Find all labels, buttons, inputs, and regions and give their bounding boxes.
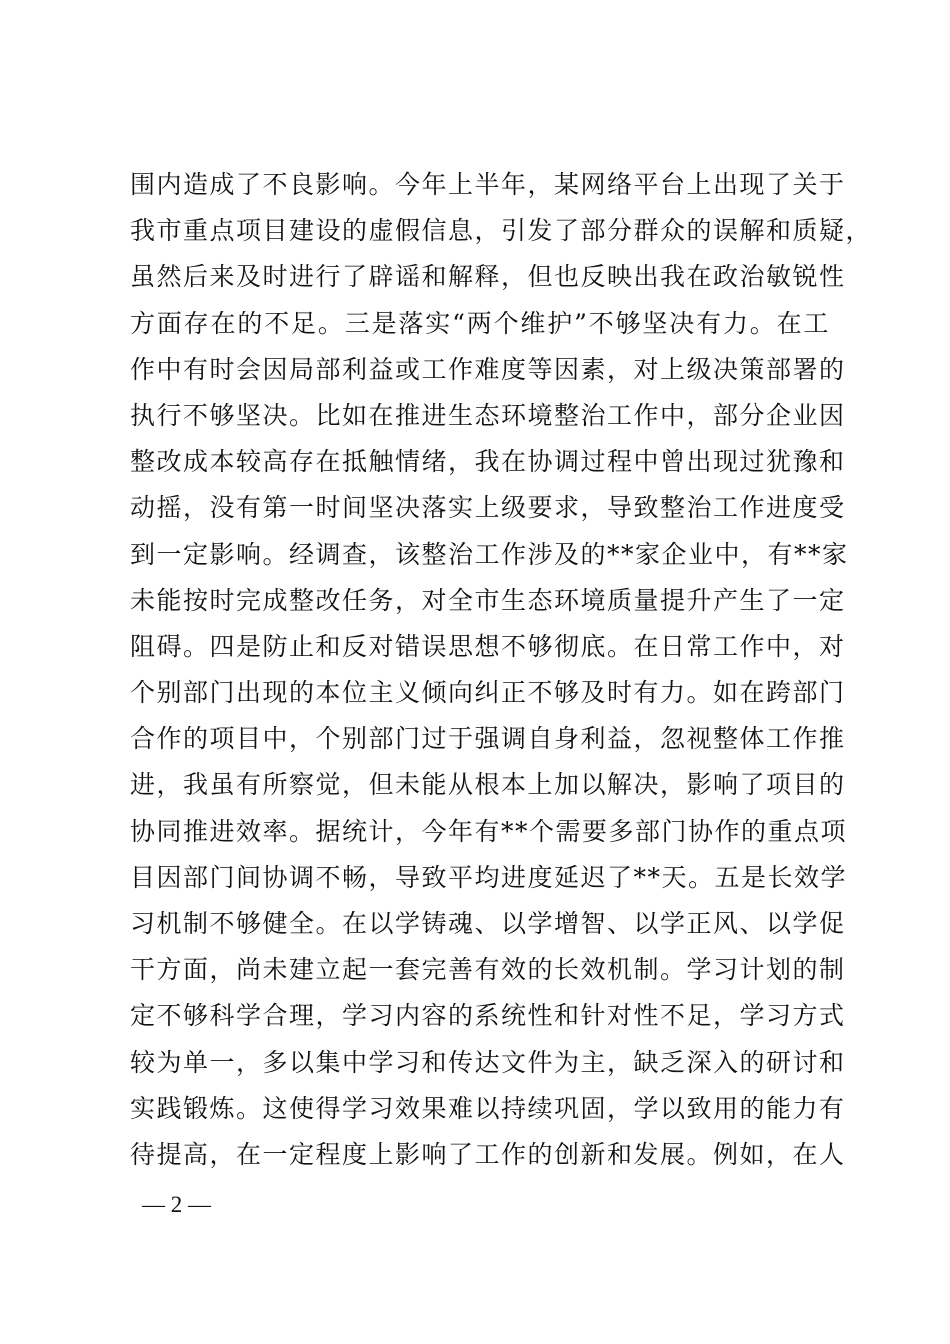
- text-line: 定不够科学合理，学习内容的系统性和针对性不足，学习方式: [130, 1001, 846, 1031]
- text-line: 进，我虽有所察觉，但未能从根本上加以解决，影响了项目的: [130, 770, 846, 800]
- text-line: 到一定影响。经调查，该整治工作涉及的**家企业中，有**家: [130, 539, 849, 569]
- text-line: 目因部门间协调不畅，导致平均进度延迟了**天。五是长效学: [130, 862, 848, 892]
- text-line: 我市重点项目建设的虚假信息，引发了部分群众的误解和质疑，: [130, 216, 873, 246]
- text-line: 个别部门出现的本位主义倾向纠正不够及时有力。如在跨部门: [130, 678, 846, 708]
- text-line: 较为单一，多以集中学习和传达文件为主，缺乏深入的研讨和: [130, 1047, 846, 1077]
- text-line: 虽然后来及时进行了辟谣和解释，但也反映出我在政治敏锐性: [130, 262, 846, 292]
- text-line: 未能按时完成整改任务，对全市生态环境质量提升产生了一定: [130, 585, 846, 615]
- text-line: 方面存在的不足。三是落实“两个维护”不够坚决有力。在工: [130, 308, 830, 338]
- text-line: 实践锻炼。这使得学习效果难以持续巩固，学以致用的能力有: [130, 1093, 846, 1123]
- page-number: — 2 —: [142, 1192, 211, 1217]
- text-line: 合作的项目中，个别部门过于强调自身利益，忽视整体工作推: [130, 724, 846, 754]
- text-line: 动摇，没有第一时间坚决落实上级要求，导致整治工作进度受: [130, 493, 846, 523]
- text-line: 习机制不够健全。在以学铸魂、以学增智、以学正风、以学促: [130, 909, 846, 938]
- text-line: 待提高，在一定程度上影响了工作的创新和发展。例如，在人: [130, 1139, 846, 1169]
- text-line: 围内造成了不良影响。今年上半年，某网络平台上出现了关于: [130, 170, 846, 199]
- text-line: 作中有时会因局部利益或工作难度等因素，对上级决策部署的: [130, 354, 846, 384]
- text-line: 整改成本较高存在抵触情绪，我在协调过程中曾出现过犹豫和: [130, 447, 846, 477]
- text-line: 阻碍。四是防止和反对错误思想不够彻底。在日常工作中，对: [130, 631, 846, 661]
- body-text: [130, 162, 873, 1178]
- text-line: 执行不够坚决。比如在推进生态环境整治工作中，部分企业因: [130, 400, 846, 430]
- text-line: 干方面，尚未建立起一套完善有效的长效机制。学习计划的制: [130, 955, 846, 985]
- text-line: 协同推进效率。据统计，今年有**个需要多部门协作的重点项: [130, 816, 848, 846]
